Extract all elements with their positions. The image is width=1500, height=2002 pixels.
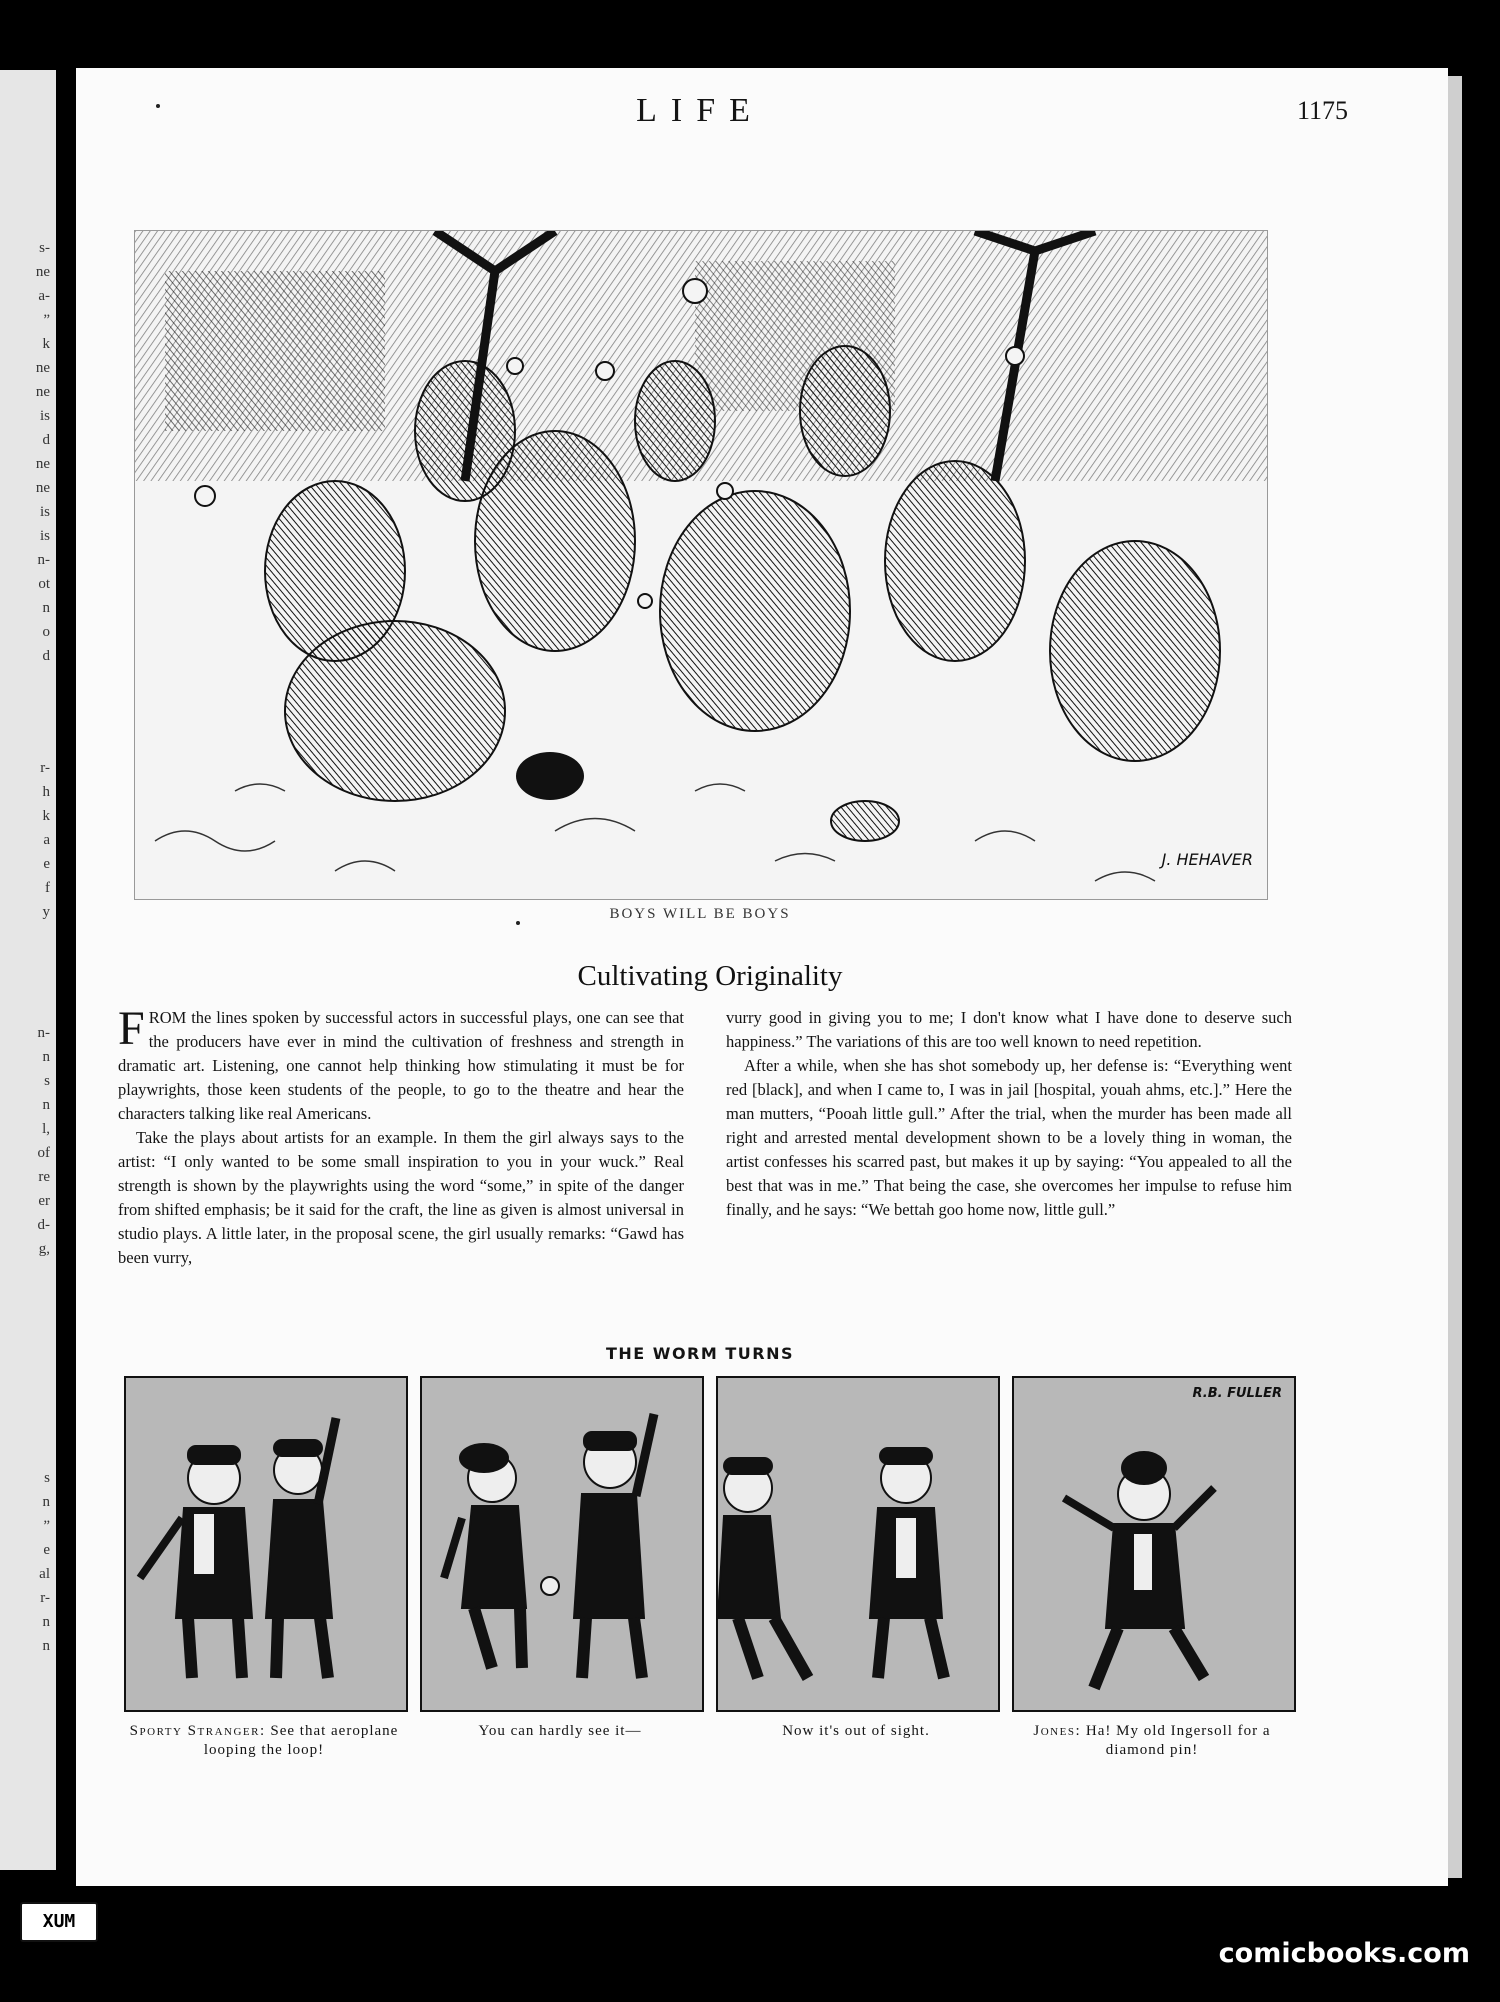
left-page-text-fragment: er: [38, 1193, 50, 1209]
panel-caption-2: [412, 1722, 708, 1741]
comic-strip-title: THE WORM TURNS: [605, 1344, 794, 1363]
decorative-dot: [156, 104, 160, 108]
snowball-fight-illustration: [134, 230, 1268, 900]
left-page-text-fragment: ne: [35, 480, 50, 496]
caption-speaker: Sporty Stranger:: [129, 1723, 266, 1739]
xum-badge: XUM: [20, 1902, 98, 1942]
left-page-text-fragment: h: [42, 784, 50, 800]
left-page-text-fragment: ne: [35, 264, 50, 280]
left-page-text-fragment: n: [42, 1494, 50, 1510]
caption-text: See that aeroplane looping the loop!: [203, 1723, 399, 1758]
panel-caption-1: [116, 1722, 412, 1760]
article-paragraph: [118, 1002, 684, 1126]
caption-speaker: Jones:: [1033, 1723, 1082, 1739]
left-page-edge: [0, 70, 56, 1870]
left-page-text-fragment: r-: [40, 1590, 50, 1606]
paragraph-text: ROM the lines spoken by successful actors in successful plays, one can see that the producers have ever in mind the cultivation of freshness and strength in dramatic art. Listening, one cannot help thinking how stimulating it must be for playwrights, those keen students of the people, to go to the theatre and hear the characters talking like real Americans.: [118, 1008, 684, 1123]
left-page-text-fragment: a: [43, 832, 50, 848]
caption-text: Ha! My old Ingersoll for a diamond pin!: [1085, 1723, 1271, 1758]
page-edge: [1448, 76, 1462, 1878]
left-page-text-fragment: of: [37, 1145, 50, 1161]
caption-text: You can hardly see it—: [478, 1723, 642, 1739]
comic-signature: R.B. FULLER: [1192, 1386, 1282, 1401]
left-page-text-fragment: d-: [37, 1217, 50, 1233]
left-page-text-fragment: is: [39, 504, 50, 520]
masthead: LIFE: [636, 92, 764, 129]
left-page-text-fragment: ne: [35, 360, 50, 376]
panel-caption-4: [1004, 1722, 1300, 1760]
left-page-text-fragment: n: [42, 1614, 50, 1630]
left-page-text-fragment: o: [42, 624, 50, 640]
left-page-text-fragment: ot: [38, 576, 50, 592]
comic-panel-2: [420, 1376, 704, 1712]
left-page-text-fragment: ”: [43, 1518, 50, 1534]
left-page-text-fragment: l,: [42, 1121, 50, 1137]
left-page-text-fragment: s: [44, 1470, 50, 1486]
left-page-text-fragment: n: [42, 1638, 50, 1654]
comic-panel-1: [124, 1376, 408, 1712]
left-page-text-fragment: d: [42, 432, 50, 448]
article-paragraph: Take the plays about artists for an example. In them the girl always says to the artist: “I only wanted to be some small inspiration to you in your wuck.” Real strength is shown by the playwrights using the word “some,” in spite of the danger from shifted emphasis; be it said for the craft, the line as given is almost universal in studio plays. A little later, in the proposal scene, the girl usually remarks: “Gawd has been vurry,: [118, 1128, 684, 1267]
left-page-text-fragment: al: [39, 1566, 50, 1582]
panel-1-drawing: [126, 1378, 406, 1710]
left-page-text-fragment: ne: [35, 384, 50, 400]
article-column-right: [726, 1006, 1292, 1222]
article-title: Cultivating Originality: [577, 960, 843, 992]
left-page-text-fragment: e: [43, 1542, 50, 1558]
left-page-text-fragment: n: [42, 600, 50, 616]
left-page-text-fragment: ”: [43, 312, 50, 328]
page-number: 1175: [1296, 96, 1348, 125]
left-page-text-fragment: e: [43, 856, 50, 872]
comic-panel-4: [1012, 1376, 1296, 1712]
illustration-caption: BOYS WILL BE BOYS: [609, 906, 791, 922]
decorative-dot: [516, 921, 520, 925]
left-page-text-fragment: is: [39, 528, 50, 544]
left-page-text-fragment: f: [45, 880, 50, 896]
left-page-text-fragment: a-: [38, 288, 50, 304]
article-paragraph: vurry good in giving you to me; I don't know what I have done to deserve such happiness.” The variations of this are too well known to need repetition.: [726, 1008, 1292, 1051]
left-page-text-fragment: ne: [35, 456, 50, 472]
panel-caption-3: [708, 1722, 1004, 1741]
left-page-text-fragment: g,: [38, 1241, 50, 1257]
watermark: comicbooks.com: [1218, 1938, 1470, 1969]
left-page-text-fragment: is: [39, 408, 50, 424]
left-page-text-fragment: s-: [39, 240, 50, 256]
drop-cap: F: [118, 1002, 145, 1055]
panel-3-drawing: [718, 1378, 998, 1710]
left-page-text-fragment: d: [42, 648, 50, 664]
left-page-text-fragment: n-: [37, 1025, 50, 1041]
left-page-text-fragment: k: [42, 336, 50, 352]
left-page-text-fragment: k: [42, 808, 50, 824]
comic-panel-3: [716, 1376, 1000, 1712]
illustration-signature: J. HEHAVER: [1161, 850, 1253, 869]
left-page-text-fragment: s: [44, 1073, 50, 1089]
left-page-text-fragment: n: [42, 1049, 50, 1065]
left-page-text-fragment: r-: [40, 760, 50, 776]
left-page-text-fragment: n-: [37, 552, 50, 568]
illustration-drawing: [135, 231, 1267, 899]
article-paragraph: After a while, when she has shot somebody up, her defense is: “Everything went red [black], and when I came to, I was in jail [hospital, youah ahms, etc.].” Here the man mutters, “Pooah little gull.” After the trial, when the murder has been made all right and arrested mental development shown to be a lovely thing in woman, the artist confesses his scarred past, but makes it up by saying: “You appealed to all the best that was in me.” That being the case, she overcomes her impulse to refuse him finally, and he says: “We bettah goo home now, little gull.”: [726, 1056, 1292, 1219]
left-page-text-fragment: y: [42, 904, 50, 920]
article-column-left: [118, 1002, 684, 1270]
caption-text: Now it's out of sight.: [782, 1723, 930, 1739]
panel-4-drawing: [1014, 1378, 1294, 1710]
panel-2-drawing: [422, 1378, 702, 1710]
left-page-text-fragment: n: [42, 1097, 50, 1113]
left-page-text-fragment: re: [38, 1169, 50, 1185]
